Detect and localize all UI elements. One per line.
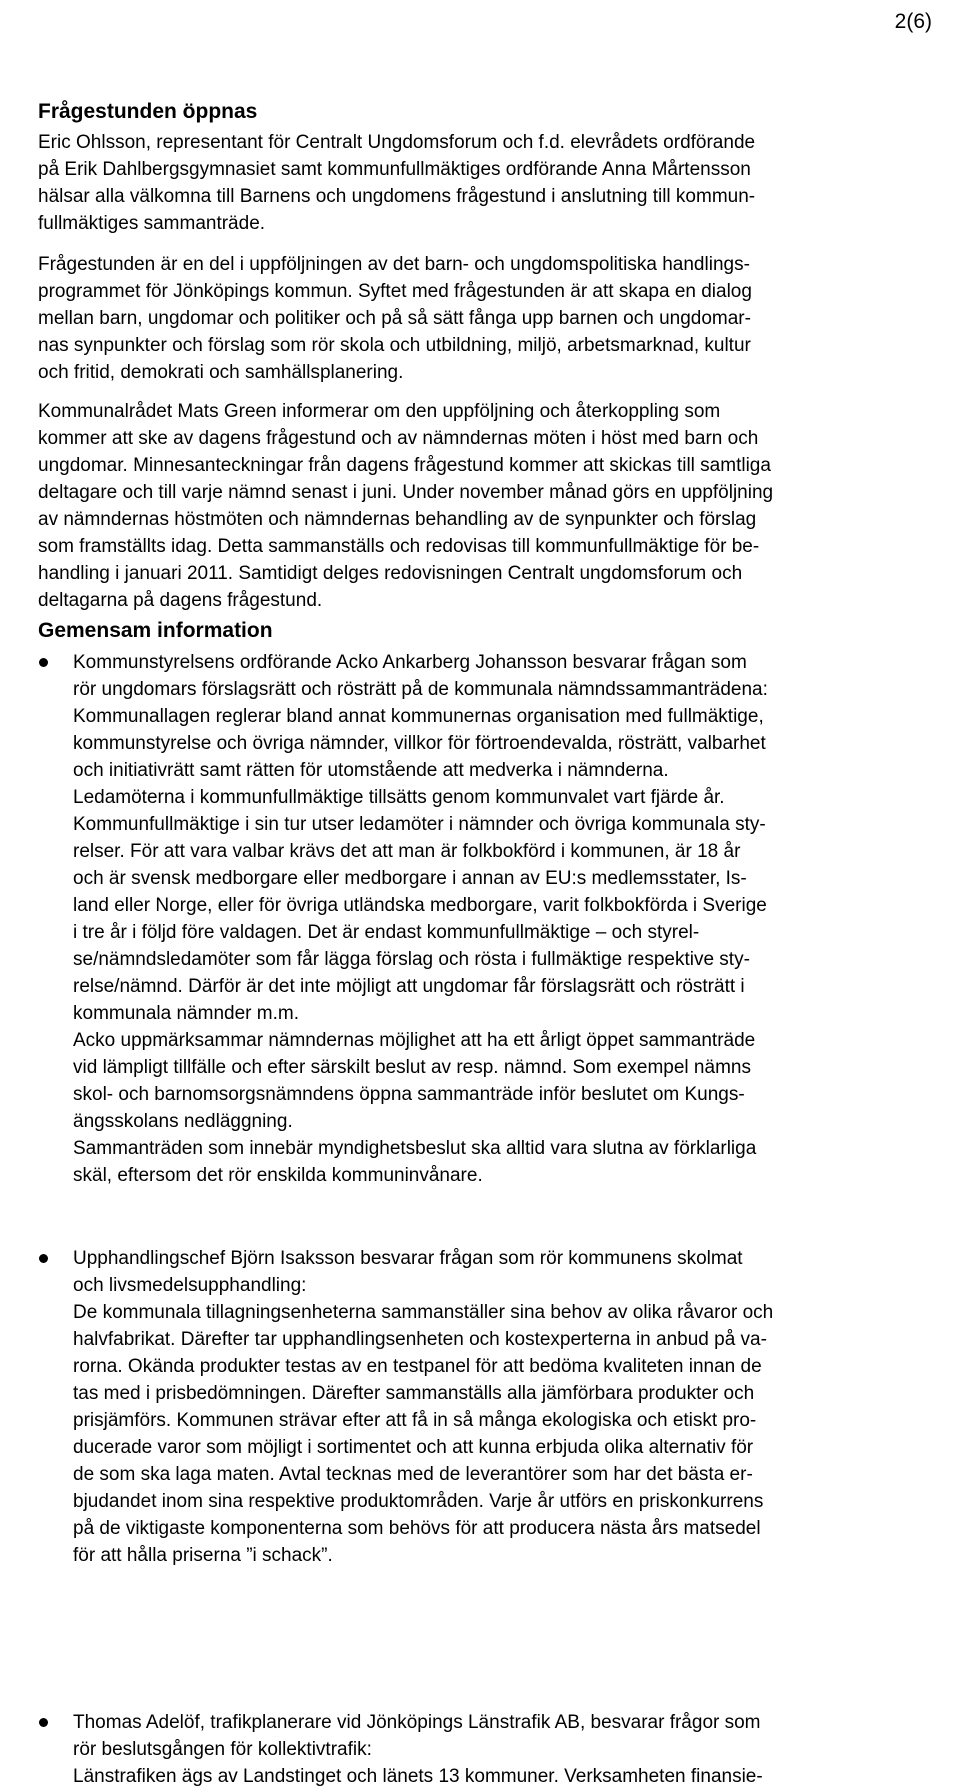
text-line: skol- och barnomsorgsnämndens öppna sammanträde inför beslutet om Kungs- — [73, 1084, 745, 1105]
text-line: som framställts idag. Detta sammanställs och redovisas till kommunfullmäktige för be- — [38, 536, 760, 557]
text-line: ängsskolans nedläggning. — [73, 1111, 293, 1132]
bullet-icon — [39, 1254, 48, 1263]
text-line: kommunstyrelse och övriga nämnder, villkor för förtroendevalda, rösträtt, valbarhet — [73, 733, 766, 754]
bullet-item-skolmat — [38, 1245, 933, 1569]
bullet-item-forslagsratt — [38, 649, 933, 1189]
paragraph-followup — [38, 398, 933, 614]
paragraph-purpose — [38, 251, 933, 386]
text-line: mellan barn, ungdomar och politiker och på så sätt fånga upp barnen och ungdomar- — [38, 308, 751, 329]
text-line: rorna. Okända produkter testas av en testpanel för att bedöma kvaliteten innan de — [73, 1356, 762, 1377]
bullet-text — [73, 1709, 933, 1790]
section-title-gemensam-information: Gemensam information — [38, 619, 273, 642]
text-line: handling i januari 2011. Samtidigt delges redovisningen Centralt ungdomsforum och — [38, 563, 743, 584]
text-line: Sammanträden som innebär myndighetsbeslut ska alltid vara slutna av förklarliga — [73, 1138, 757, 1159]
text-line: relse/nämnd. Därför är det inte möjligt att ungdomar får förslagsrätt och rösträtt i — [73, 976, 745, 997]
text-line: programmet för Jönköpings kommun. Syftet med frågestunden är att skapa en dialog — [38, 281, 752, 302]
text-line: bjudandet inom sina respektive produktområden. Varje år utförs en priskonkurrens — [73, 1491, 764, 1512]
text-line: tas med i prisbedömningen. Därefter sammanställs alla jämförbara produkter och — [73, 1383, 755, 1404]
text-line: skäl, eftersom det rör enskilda kommuninvånare. — [73, 1165, 483, 1186]
text-line: kommer att ske av dagens frågestund och av nämndernas möten i höst med barn och — [38, 428, 759, 449]
text-line: se/nämndsledamöter som får lägga förslag och rösta i fullmäktige respektive sty- — [73, 949, 750, 970]
text-line: Eric Ohlsson, representant för Centralt Ungdomsforum och f.d. elevrådets ordförande — [38, 132, 756, 153]
text-line: deltagarna på dagens frågestund. — [38, 590, 323, 611]
text-line: Upphandlingschef Björn Isaksson besvarar frågan som rör kommunens skolmat — [73, 1248, 743, 1269]
bullet-icon — [39, 658, 48, 667]
bullet-text — [73, 1245, 933, 1569]
text-line: för att hålla priserna ”i schack”. — [73, 1545, 333, 1566]
page-number: 2(6) — [894, 10, 932, 33]
text-line: kommunala nämnder m.m. — [73, 1003, 299, 1024]
text-line: och är svensk medborgare eller medborgare i annan av EU:s medlemsstater, Is- — [73, 868, 747, 889]
text-line: rör ungdomars förslagsrätt och rösträtt på de kommunala nämndssammanträdena: — [73, 679, 768, 700]
text-line: rör beslutsgången för kollektivtrafik: — [73, 1739, 372, 1760]
text-line: och initiativrätt samt rätten för utomstående att medverka i nämnderna. — [73, 760, 669, 781]
text-line: de som ska laga maten. Avtal tecknas med de leverantörer som har det bästa er- — [73, 1464, 753, 1485]
text-line: och fritid, demokrati och samhällsplanering. — [38, 362, 404, 383]
text-line: Frågestunden är en del i uppföljningen av det barn- och ungdomspolitiska handlings- — [38, 254, 750, 275]
bullet-text — [73, 649, 933, 1189]
text-line: på Erik Dahlbergsgymnasiet samt kommunfullmäktiges ordförande Anna Mårtensson — [38, 159, 751, 180]
text-line: och livsmedelsupphandling: — [73, 1275, 307, 1296]
text-line: Kommunallagen reglerar bland annat kommunernas organisation med fullmäktige, — [73, 706, 764, 727]
text-line: i tre år i följd före valdagen. Det är endast kommunfullmäktige – och styrel- — [73, 922, 700, 943]
text-line: på de viktigaste komponenterna som behövs för att producera nästa års matsedel — [73, 1518, 761, 1539]
text-line: Länstrafiken ägs av Landstinget och länets 13 kommuner. Verksamheten finansie- — [73, 1766, 763, 1787]
text-line: deltagare och till varje nämnd senast i juni. Under november månad görs en uppföljning — [38, 482, 774, 503]
text-line: Kommunstyrelsens ordförande Acko Ankarberg Johansson besvarar frågan som — [73, 652, 747, 673]
text-line: halvfabrikat. Därefter tar upphandlingsenheten och kostexperterna in anbud på va- — [73, 1329, 767, 1350]
text-line: vid lämpligt tillfälle och efter särskilt beslut av resp. nämnd. Som exempel nämns — [73, 1057, 751, 1078]
bullet-item-kollektivtrafik — [38, 1709, 933, 1790]
text-line: relser. För att vara valbar krävs det att man är folkbokförd i kommunen, är 18 år — [73, 841, 741, 862]
text-line: Acko uppmärksammar nämndernas möjlighet att ha ett årligt öppet sammanträde — [73, 1030, 756, 1051]
bullet-icon — [39, 1718, 48, 1727]
text-line: Kommunalrådet Mats Green informerar om den uppföljning och återkoppling som — [38, 401, 721, 422]
text-line: Thomas Adelöf, trafikplanerare vid Jönköpings Länstrafik AB, besvarar frågor som — [73, 1712, 761, 1733]
text-line: ducerade varor som möjligt i sortimentet och att kunna erbjuda olika alternativ för — [73, 1437, 754, 1458]
text-line: ungdomar. Minnesanteckningar från dagens frågestund kommer att skickas till samtliga — [38, 455, 771, 476]
text-line: hälsar alla välkomna till Barnens och ungdomens frågestund i anslutning till kommun- — [38, 186, 756, 207]
text-line: Kommunfullmäktige i sin tur utser ledamöter i nämnder och övriga kommunala sty- — [73, 814, 766, 835]
paragraph-intro — [38, 129, 933, 237]
text-line: av nämndernas höstmöten och nämndernas behandling av de synpunkter och förslag — [38, 509, 757, 530]
text-line: prisjämförs. Kommunen strävar efter att få in så många ekologiska och etiskt pro- — [73, 1410, 757, 1431]
text-line: land eller Norge, eller för övriga utländska medborgare, varit folkbokförda i Sverige — [73, 895, 767, 916]
text-line: Ledamöterna i kommunfullmäktige tillsätts genom kommunvalet vart fjärde år. — [73, 787, 725, 808]
text-line: fullmäktiges sammanträde. — [38, 213, 266, 234]
text-line: De kommunala tillagningsenheterna sammanställer sina behov av olika råvaror och — [73, 1302, 774, 1323]
section-title-fragestunden: Frågestunden öppnas — [38, 100, 258, 123]
text-line: nas synpunkter och förslag som rör skola och utbildning, miljö, arbetsmarknad, kultur — [38, 335, 751, 356]
